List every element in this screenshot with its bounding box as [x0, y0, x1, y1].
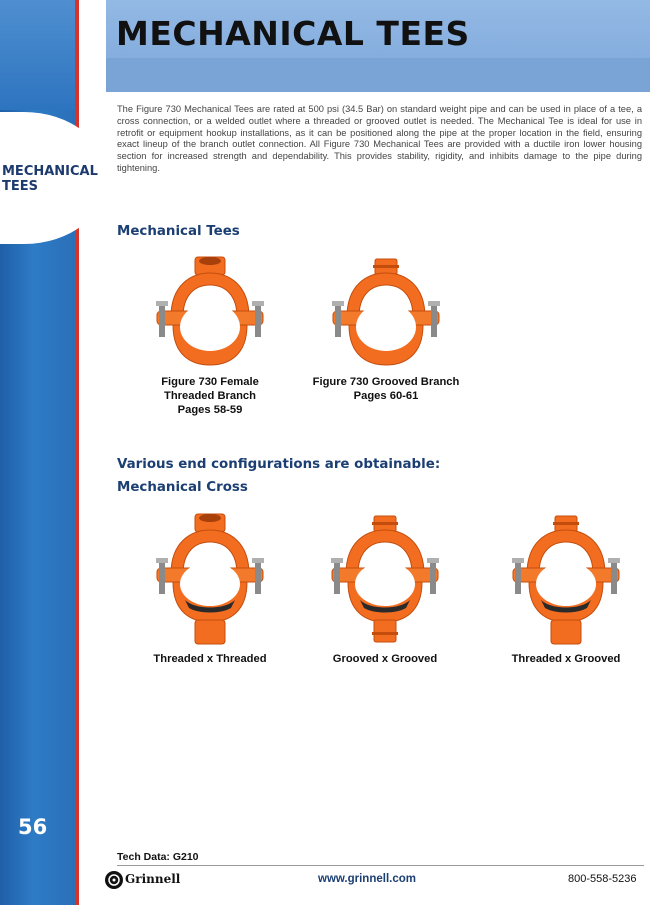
tee-grooved-product — [306, 255, 466, 403]
section-label: MECHANICAL TEES — [2, 164, 98, 194]
page-header — [106, 0, 650, 92]
cross-threaded-threaded-caption: Threaded x Threaded — [153, 653, 267, 665]
config-heading: Various end configurations are obtainable: — [117, 457, 441, 472]
sidebar-top-band — [0, 0, 79, 110]
cross-threaded-threaded-product — [145, 512, 275, 666]
cross-grooved-grooved-product — [320, 512, 450, 666]
tees-heading: Mechanical Tees — [117, 224, 240, 239]
tee-threaded-caption: Figure 730 Female Threaded Branch Pages 58-59 — [161, 376, 259, 416]
cross-threaded-threaded-image — [151, 512, 269, 647]
cross-grooved-grooved-image — [326, 512, 444, 647]
footer-divider — [117, 865, 644, 866]
cross-threaded-grooved-image — [507, 512, 625, 647]
header-band — [106, 58, 650, 92]
cross-grooved-grooved-caption: Grooved x Grooved — [332, 653, 438, 665]
tee-grooved-image — [327, 255, 445, 370]
tech-data-label: Tech Data: G210 — [117, 851, 199, 863]
cross-threaded-grooved-caption: Threaded x Grooved — [511, 653, 621, 665]
intro-paragraph: The Figure 730 Mechanical Tees are rated at 500 psi (34.5 Bar) on standard weight pipe and can be used in place of a tee, a cross connection, or a welded outlet where a threaded or grooved outlet is needed. The Mechanical Tee is ideal for use in retrofit or equipment hookup installations, as it can be positioned along the pipe at the proper location in the field, ensuring exact lineup of the branch outlet connection. All Figure 730 Mechanical Tees are provided with a ductile iron lower housing section for increased strength and dependability. This provides stability, rigidity, and inhibits damage to the pipe during tightening. — [117, 104, 642, 173]
tee-threaded-product — [140, 255, 280, 417]
phone-number: 800-558-5236 — [568, 873, 637, 885]
cross-heading: Mechanical Cross — [117, 480, 248, 495]
tee-grooved-caption: Figure 730 Grooved Branch Pages 60-61 — [312, 376, 460, 402]
logo-text: Grinnell — [125, 872, 181, 886]
cross-threaded-grooved-product — [500, 512, 632, 666]
tee-threaded-image — [151, 255, 269, 370]
page-title: MECHANICAL TEES — [116, 14, 470, 53]
website-link[interactable]: www.grinnell.com — [318, 873, 416, 885]
page-number: 56 — [18, 815, 48, 839]
